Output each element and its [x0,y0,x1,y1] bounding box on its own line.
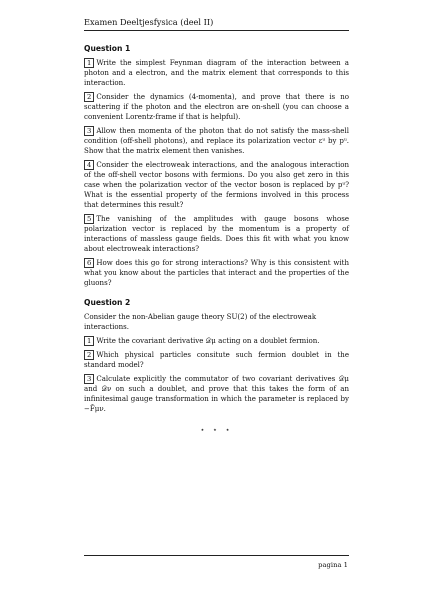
header-rule [84,30,349,31]
q1-item-3 [84,126,349,156]
q2-item-3 [84,374,349,414]
item-number: 1 [84,58,94,68]
q1-item-4 [84,160,349,210]
page-number: pagina 1 [318,561,348,569]
q1-item-6 [84,258,349,288]
item-number: 4 [84,160,94,170]
item-number: 1 [84,336,94,346]
closing-stars: ⋆ ⋆ ⋆ [200,426,233,434]
q1-item-1 [84,58,349,88]
item-text: How does this go for strong interactions? Why is this consistent with what you know about the particles that interact and the properties of the gluons? [84,258,349,287]
question2-intro: Consider the non-Abelian gauge theory SU(2) of the electroweak interactions. [84,312,317,331]
page-content [84,44,349,435]
item-text: Consider the electroweak interactions, and the analogous interaction of the off-shell vector bosons with fermions. Do you also get zero in this case when the polarization vector of the vector boson is replaced by pᵘ? What is the essential property of the fermions involved in this process that determines this result? [84,160,349,209]
item-text: Allow then momenta of the photon that do not satisfy the mass-shell condition (off-shell photons), and replace its polarization vector εᵘ by pᵘ. Show that the matrix element then vanishes. [84,126,349,155]
item-text: Write the covariant derivative 𝒟μ acting on a doublet fermion. [96,336,320,345]
item-text: The vanishing of the amplitudes with gauge bosons whose polarization vector is replaced by the momentum is a property of interactions of massless gauge fields. Does this fit with what you know about electroweak interactions? [84,214,349,253]
item-number: 3 [84,126,94,136]
item-number: 3 [84,374,94,384]
item-text: Which physical particles consitute such fermion doublet in the standard model? [84,350,349,369]
item-text: Calculate explicitly the commutator of two covariant derivatives 𝒟μ and 𝒟ν on such a doublet, and prove that this takes the form of an infinitesimal gauge transformation in which the parameter is replaced by −F̄μν. [84,374,349,413]
q2-item-2 [84,350,349,370]
item-text: Write the simplest Feynman diagram of the interaction between a photon and a electron, and the matrix element that corresponds to this interaction. [84,58,349,87]
item-text: Consider the dynamics (4-momenta), and prove that there is no scattering if the photon and the electron are on-shell (you can choose a convenient Lorentz-frame if that is helpful). [84,92,349,121]
item-number: 6 [84,258,94,268]
question2-title: Question 2 [84,298,131,307]
q1-item-5 [84,214,349,254]
item-number: 2 [84,350,94,360]
footer-rule [84,555,349,556]
q1-item-2 [84,92,349,122]
item-number: 5 [84,214,94,224]
item-number: 2 [84,92,94,102]
page-header: Examen Deeltjesfysica (deel II) [84,17,214,27]
q2-item-1 [84,336,349,346]
question1-title: Question 1 [84,44,131,53]
